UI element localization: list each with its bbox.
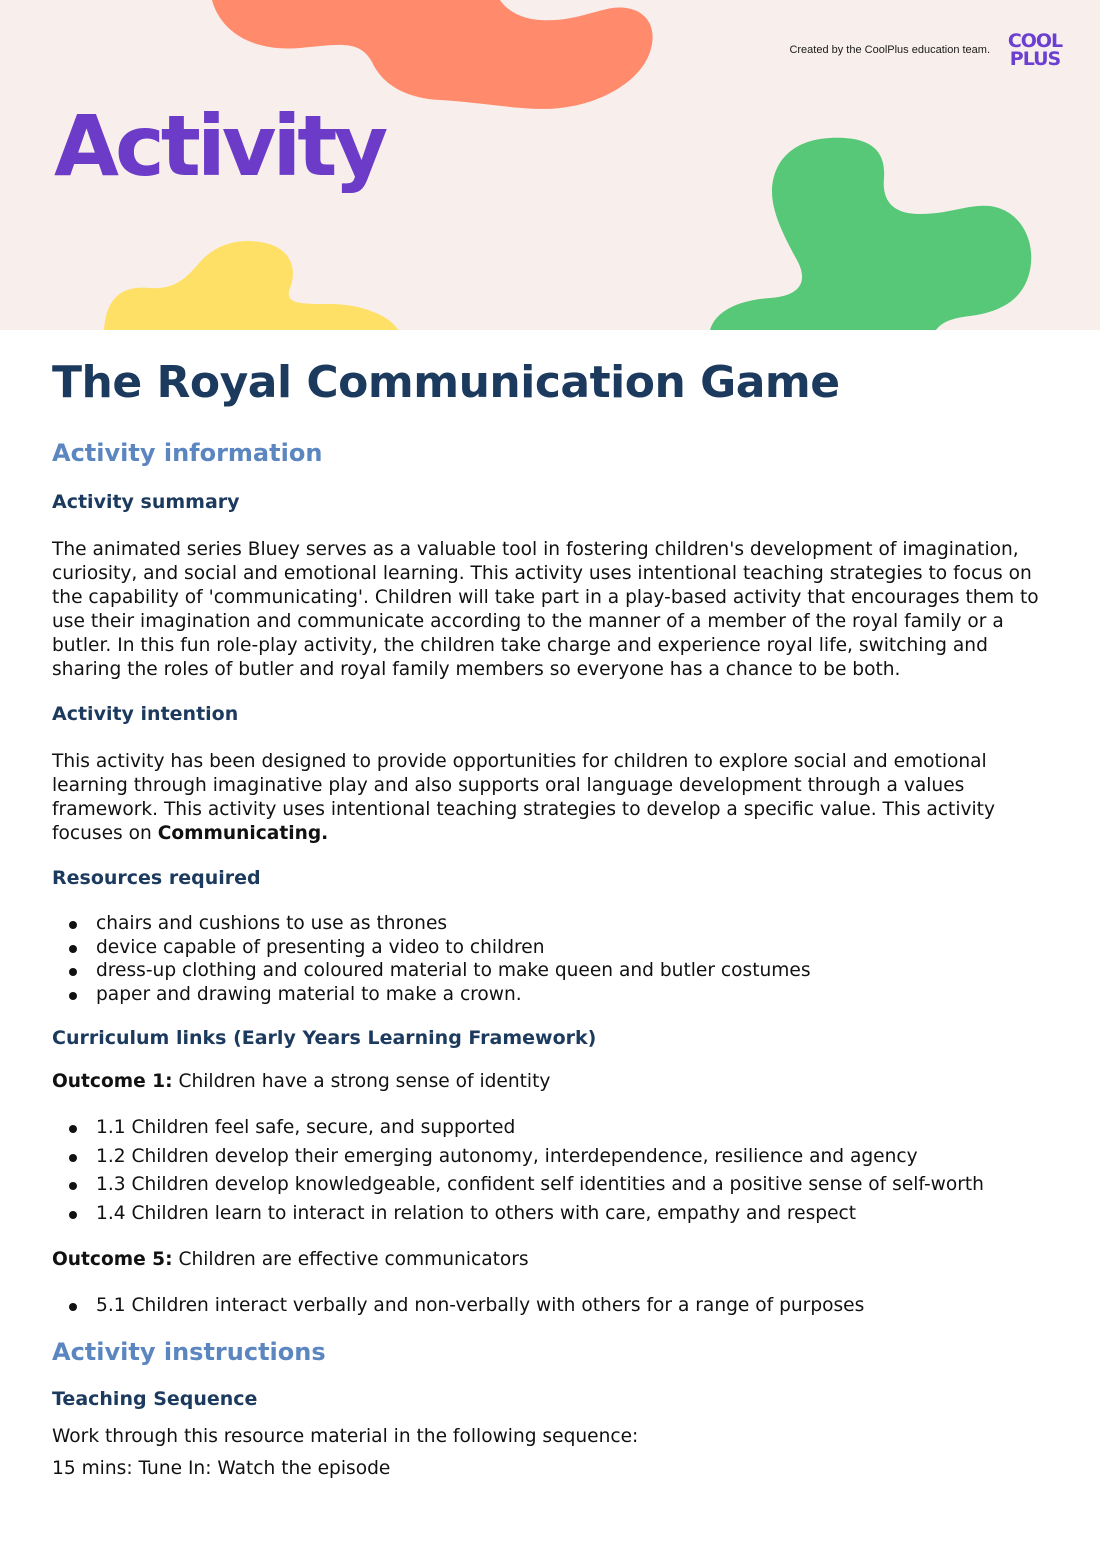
outcome-1-label: Outcome 1: [52,1071,173,1092]
outcome-1 [52,1070,1052,1094]
intention-body: This activity has been designed to provide opportunities for children to explore social and emotional learning through imaginative play and also supports oral language development through a values framework. This activity uses intentional teaching strategies to develop a specific value. This activity focuses on [52,751,995,844]
logo-line-2: PLUS [1009,48,1061,70]
sequence-intro: Work through this resource material in the following sequence: [52,1425,639,1447]
header-banner [0,0,1100,330]
sequence-step: 15 mins: Tune In: Watch the episode [52,1457,391,1479]
section-heading-instructions: Activity instructions [52,1337,326,1366]
credit-text: Created by the CoolPlus education team. [789,44,990,56]
resource-item: dress-up clothing and coloured material to make queen and butler costumes [52,959,1052,983]
outcome-5-text: Children are effective communicators [172,1249,529,1270]
page-title: The Royal Communication Game [52,357,840,408]
resource-item: paper and drawing material to make a crown. [52,983,1052,1007]
green-blob-shape [710,138,1031,330]
resources-list [52,912,1052,1006]
intention-value: Communicating. [157,823,329,844]
outcome-item: 1.4 Children learn to interact in relation to others with care, empathy and respect [52,1200,1052,1229]
outcome-1-list [52,1114,1052,1228]
resource-item: chairs and cushions to use as thrones [52,912,1052,936]
outcome-5-label: Outcome 5: [52,1249,173,1270]
outcome-item: 1.1 Children feel safe, secure, and supported [52,1114,1052,1143]
section-heading-information: Activity information [52,439,323,467]
logo-line-1: COOL [1007,30,1063,52]
outcome-item: 5.1 Children interact verbally and non-verbally with others for a range of purposes [52,1292,1052,1321]
yellow-blob-shape [104,241,398,330]
curriculum-heading: Curriculum links (Early Years Learning Framework) [52,1027,597,1049]
outcome-5-list [52,1292,1052,1321]
resources-heading: Resources required [52,867,261,889]
summary-heading: Activity summary [52,491,240,513]
outcome-5 [52,1248,1052,1272]
resource-item: device capable of presenting a video to children [52,936,1052,960]
summary-text: The animated series Bluey serves as a valuable tool in fostering children's development of imagination, curiosity, and social and emotional learning. This activity uses intentional teaching strategies to focus on the capability of 'communicating'. Children will take part in a play-based activity that encourages them to use their imagination and communicate according to the manner of a member of the royal family or a butler. In this fun role-play activity, the children take charge and experience royal life, switching and sharing the roles of butler and royal family members so everyone has a chance to be both. [52,539,1039,680]
intention-text [52,750,1052,846]
sequence-heading: Teaching Sequence [52,1387,258,1410]
outcome-1-text: Children have a strong sense of identity [172,1071,551,1092]
coolplus-logo[interactable] [1002,32,1068,68]
intention-heading: Activity intention [52,703,239,725]
outcome-item: 1.2 Children develop their emerging autonomy, interdependence, resilience and agency [52,1143,1052,1172]
orange-blob-shape [212,0,653,109]
hero-title: Activity [54,97,385,195]
outcome-item: 1.3 Children develop knowledgeable, confident self identities and a positive sense of self-worth [52,1171,1052,1200]
main-content [52,352,1052,1481]
